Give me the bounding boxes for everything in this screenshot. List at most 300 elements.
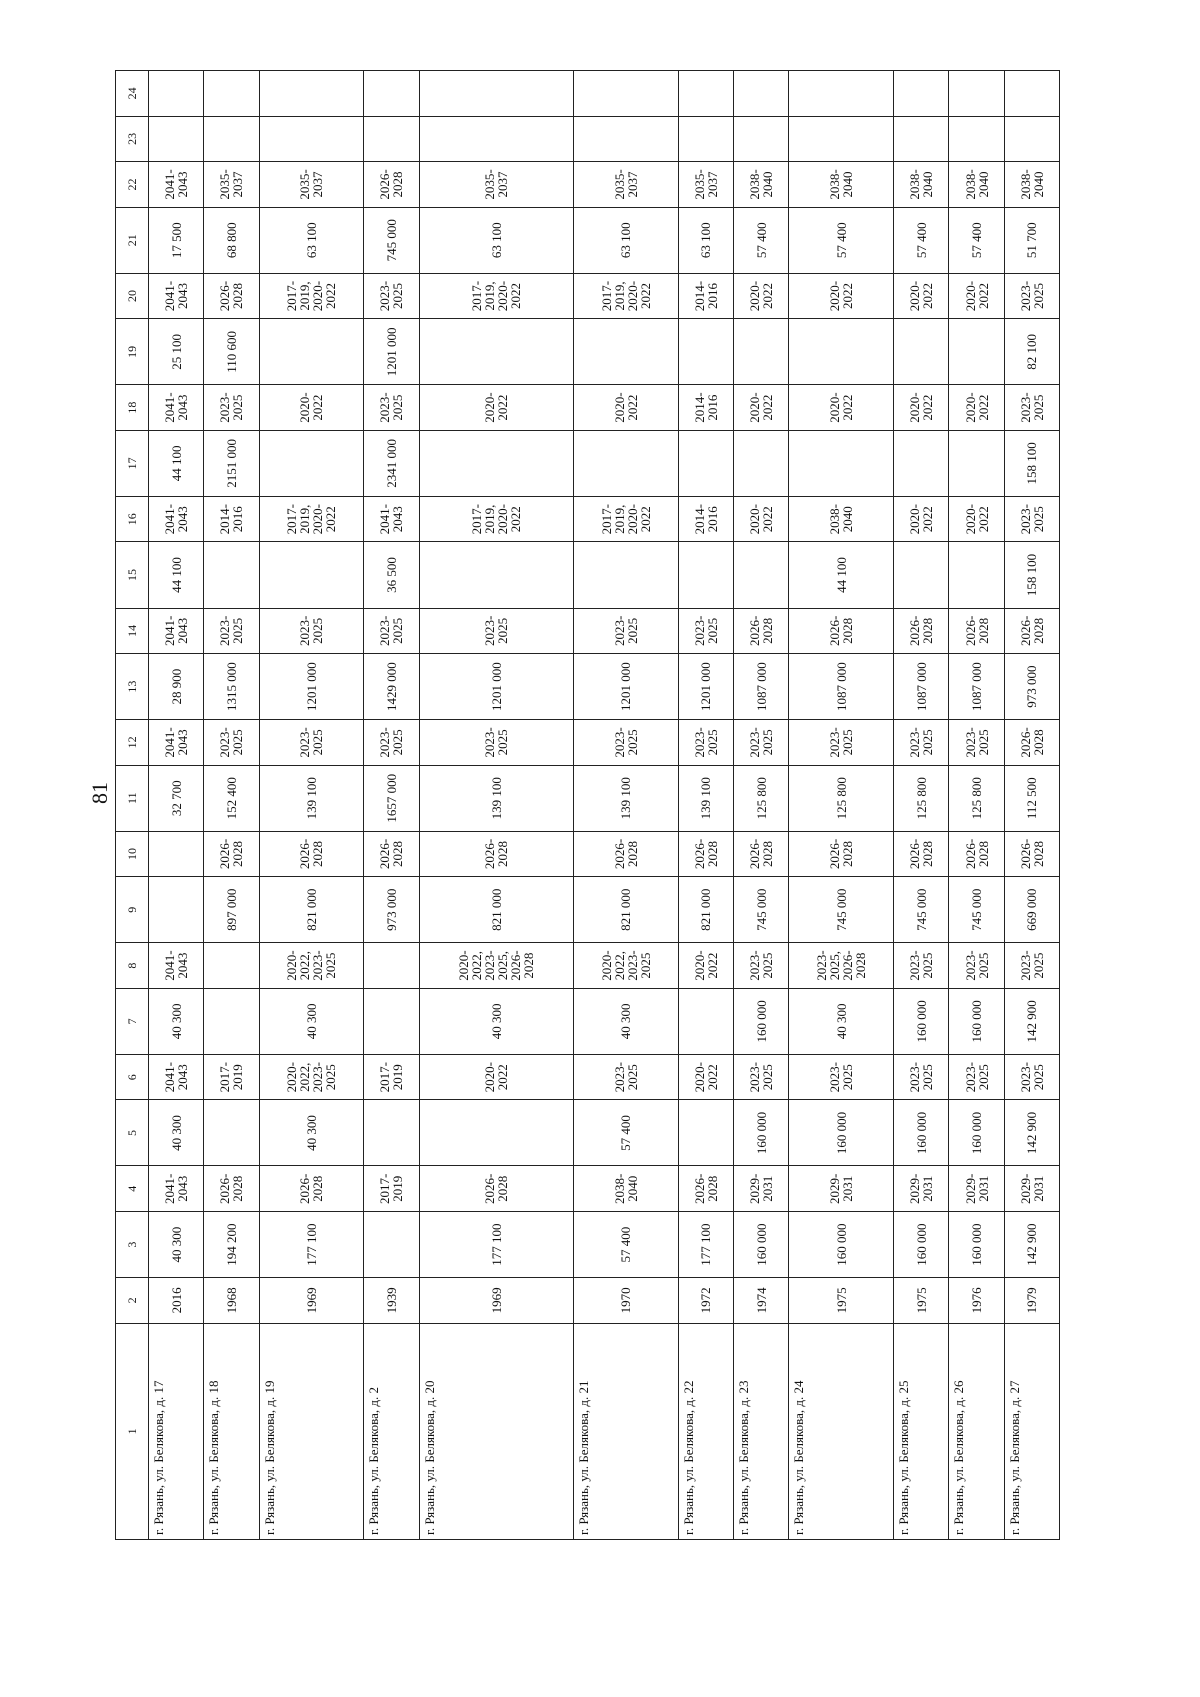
address-cell: г. Рязань, ул. Белякова, д. 2 — [364, 1323, 419, 1539]
table-cell: 745 000 — [949, 877, 1004, 943]
table-cell: 28 900 — [149, 654, 204, 720]
table-cell: 2023- 2025 — [734, 720, 789, 766]
table-cell: 2023- 2025 — [573, 720, 678, 766]
table-cell: 125 800 — [789, 765, 894, 831]
table-cell — [734, 71, 789, 117]
table-cell — [419, 1100, 573, 1166]
table-cell: 2014- 2016 — [678, 496, 733, 542]
table-cell: 2341 000 — [364, 430, 419, 496]
table-cell: 160 000 — [949, 1100, 1004, 1166]
table-cell: 152 400 — [204, 765, 259, 831]
table-row — [149, 71, 204, 1540]
table-cell: 160 000 — [894, 1100, 949, 1166]
table-cell: 68 800 — [204, 207, 259, 273]
table-cell — [894, 542, 949, 608]
table-cell: 2020- 2022 — [734, 273, 789, 319]
table-cell — [734, 116, 789, 162]
table-cell: 2014- 2016 — [678, 385, 733, 431]
table-cell — [894, 430, 949, 496]
table-cell: 2020- 2022 — [894, 496, 949, 542]
column-header: 22 — [116, 162, 149, 208]
table-cell: 1657 000 — [364, 765, 419, 831]
table-cell: 1201 000 — [573, 654, 678, 720]
table-cell: 2017- 2019, 2020- 2022 — [419, 273, 573, 319]
table-cell — [949, 542, 1004, 608]
table-cell: 2029- 2031 — [949, 1166, 1004, 1212]
table-cell: 1975 — [789, 1278, 894, 1324]
table-cell: 44 100 — [789, 542, 894, 608]
table-cell: 821 000 — [678, 877, 733, 943]
table-cell: 1315 000 — [204, 654, 259, 720]
table-cell: 2023- 2025 — [678, 608, 733, 654]
column-header: 14 — [116, 608, 149, 654]
table-cell: 1087 000 — [789, 654, 894, 720]
table-cell — [149, 831, 204, 877]
table-cell — [789, 116, 894, 162]
table-cell: 1974 — [734, 1278, 789, 1324]
table-cell: 177 100 — [678, 1212, 733, 1278]
table-cell: 2017- 2019, 2020- 2022 — [419, 496, 573, 542]
table-cell: 142 900 — [1004, 1100, 1059, 1166]
column-header: 11 — [116, 765, 149, 831]
table-cell: 2023- 2025 — [1004, 273, 1059, 319]
table-cell: 2041- 2043 — [149, 385, 204, 431]
table-cell — [149, 116, 204, 162]
table-cell: 2014- 2016 — [204, 496, 259, 542]
table-cell: 125 800 — [894, 765, 949, 831]
table-cell: 2020- 2022 — [734, 496, 789, 542]
table-cell — [573, 430, 678, 496]
table-cell: 2020- 2022 — [949, 273, 1004, 319]
table-row — [894, 71, 949, 1540]
table-cell: 2038- 2040 — [949, 162, 1004, 208]
table-cell: 2041- 2043 — [149, 720, 204, 766]
table-cell: 1201 000 — [259, 654, 364, 720]
table-cell: 63 100 — [573, 207, 678, 273]
table-row — [678, 71, 733, 1540]
table-cell: 57 400 — [734, 207, 789, 273]
table-cell: 2023- 2025 — [678, 720, 733, 766]
table-cell: 1939 — [364, 1278, 419, 1324]
table-cell: 821 000 — [419, 877, 573, 943]
table-cell — [259, 71, 364, 117]
table-cell — [204, 943, 259, 989]
table-cell — [573, 71, 678, 117]
table-cell: 2035- 2037 — [419, 162, 573, 208]
table-row — [949, 71, 1004, 1540]
table-cell — [419, 430, 573, 496]
table-cell: 194 200 — [204, 1212, 259, 1278]
column-header: 19 — [116, 319, 149, 385]
table-cell: 2026- 2028 — [734, 831, 789, 877]
table-cell — [678, 988, 733, 1054]
table-cell: 110 600 — [204, 319, 259, 385]
table-cell: 2041- 2043 — [149, 496, 204, 542]
table-cell: 2020- 2022 — [789, 273, 894, 319]
table-cell: 1975 — [894, 1278, 949, 1324]
table-cell: 40 300 — [419, 988, 573, 1054]
table-cell: 2026- 2028 — [259, 1166, 364, 1212]
table-cell: 2029- 2031 — [734, 1166, 789, 1212]
table-cell: 2023- 2025 — [949, 943, 1004, 989]
column-header: 23 — [116, 116, 149, 162]
table-cell — [149, 877, 204, 943]
table-cell: 1969 — [419, 1278, 573, 1324]
table-cell: 160 000 — [734, 1212, 789, 1278]
table-cell — [1004, 116, 1059, 162]
column-header: 20 — [116, 273, 149, 319]
header-row — [116, 71, 149, 1540]
table-frame — [115, 70, 1060, 1540]
table-cell: 57 400 — [573, 1212, 678, 1278]
column-header: 2 — [116, 1278, 149, 1324]
table-cell: 2035- 2037 — [573, 162, 678, 208]
table-cell: 2038- 2040 — [573, 1166, 678, 1212]
table-cell — [734, 319, 789, 385]
table-cell: 2020- 2022 — [894, 273, 949, 319]
table-row — [204, 71, 259, 1540]
table-cell: 125 800 — [734, 765, 789, 831]
table-cell: 2023- 2025 — [573, 608, 678, 654]
table-cell: 57 400 — [573, 1100, 678, 1166]
table-cell — [204, 116, 259, 162]
data-table — [115, 70, 1060, 1540]
table-cell: 2020- 2022 — [259, 385, 364, 431]
table-cell: 63 100 — [678, 207, 733, 273]
table-cell: 1979 — [1004, 1278, 1059, 1324]
table-cell: 2023- 2025 — [364, 720, 419, 766]
table-cell: 2026- 2028 — [789, 831, 894, 877]
table-cell: 160 000 — [894, 1212, 949, 1278]
table-cell: 25 100 — [149, 319, 204, 385]
table-cell: 2041- 2043 — [149, 943, 204, 989]
table-row — [364, 71, 419, 1540]
table-cell: 44 100 — [149, 430, 204, 496]
table-cell: 2026- 2028 — [204, 831, 259, 877]
table-cell — [678, 542, 733, 608]
table-cell: 63 100 — [419, 207, 573, 273]
table-cell — [678, 319, 733, 385]
table-cell: 2016 — [149, 1278, 204, 1324]
table-cell: 2026- 2028 — [364, 162, 419, 208]
table-cell: 44 100 — [149, 542, 204, 608]
table-cell: 36 500 — [364, 542, 419, 608]
table-cell — [259, 542, 364, 608]
table-cell — [364, 988, 419, 1054]
table-cell: 32 700 — [149, 765, 204, 831]
table-row — [419, 71, 573, 1540]
table-cell: 2038- 2040 — [789, 162, 894, 208]
table-cell: 2151 000 — [204, 430, 259, 496]
table-cell: 2023- 2025 — [204, 608, 259, 654]
table-cell: 2041- 2043 — [149, 608, 204, 654]
table-cell — [894, 319, 949, 385]
table-cell: 2029- 2031 — [1004, 1166, 1059, 1212]
table-cell: 2020- 2022, 2023- 2025 — [259, 1054, 364, 1100]
table-cell: 2026- 2028 — [949, 831, 1004, 877]
table-cell — [259, 116, 364, 162]
table-cell — [204, 542, 259, 608]
table-cell — [949, 116, 1004, 162]
column-header: 24 — [116, 71, 149, 117]
table-cell: 2023- 2025 — [789, 720, 894, 766]
table-cell: 2026- 2028 — [419, 831, 573, 877]
table-cell — [364, 943, 419, 989]
table-cell: 1968 — [204, 1278, 259, 1324]
table-cell: 160 000 — [789, 1212, 894, 1278]
address-cell: г. Рязань, ул. Белякова, д. 22 — [678, 1323, 733, 1539]
table-cell: 2023- 2025 — [1004, 385, 1059, 431]
table-cell: 1969 — [259, 1278, 364, 1324]
table-cell: 2023- 2025 — [204, 720, 259, 766]
table-cell: 40 300 — [259, 1100, 364, 1166]
table-cell: 2020- 2022 — [678, 1054, 733, 1100]
table-cell: 2023- 2025 — [364, 385, 419, 431]
table-cell: 2035- 2037 — [678, 162, 733, 208]
table-cell: 2029- 2031 — [894, 1166, 949, 1212]
table-cell: 2023- 2025 — [1004, 943, 1059, 989]
table-cell: 40 300 — [789, 988, 894, 1054]
table-cell: 160 000 — [734, 1100, 789, 1166]
table-cell: 2017- 2019, 2020- 2022 — [573, 496, 678, 542]
table-cell: 160 000 — [894, 988, 949, 1054]
address-cell: г. Рязань, ул. Белякова, д. 27 — [1004, 1323, 1059, 1539]
table-cell: 2041- 2043 — [149, 162, 204, 208]
table-cell: 2023- 2025 — [949, 720, 1004, 766]
table-cell: 2041- 2043 — [149, 1166, 204, 1212]
column-header: 8 — [116, 943, 149, 989]
table-cell: 40 300 — [149, 1100, 204, 1166]
table-cell: 1970 — [573, 1278, 678, 1324]
column-header: 15 — [116, 542, 149, 608]
table-cell: 2026- 2028 — [678, 1166, 733, 1212]
table-cell: 2026- 2028 — [678, 831, 733, 877]
table-cell: 1087 000 — [949, 654, 1004, 720]
table-cell: 2038- 2040 — [1004, 162, 1059, 208]
table-cell: 158 100 — [1004, 430, 1059, 496]
table-cell — [149, 71, 204, 117]
table-cell: 2023- 2025 — [1004, 496, 1059, 542]
table-cell: 2026- 2028 — [1004, 831, 1059, 877]
table-cell: 17 500 — [149, 207, 204, 273]
table-cell: 82 100 — [1004, 319, 1059, 385]
table-cell — [204, 71, 259, 117]
column-header: 4 — [116, 1166, 149, 1212]
table-cell: 2023- 2025 — [259, 608, 364, 654]
address-cell: г. Рязань, ул. Белякова, д. 25 — [894, 1323, 949, 1539]
table-cell — [419, 542, 573, 608]
table-cell: 2017- 2019 — [204, 1054, 259, 1100]
table-cell: 2017- 2019, 2020- 2022 — [259, 496, 364, 542]
table-cell: 2023- 2025 — [949, 1054, 1004, 1100]
table-cell — [364, 71, 419, 117]
table-cell: 139 100 — [419, 765, 573, 831]
table-cell — [259, 319, 364, 385]
table-cell: 2020- 2022 — [789, 385, 894, 431]
table-cell — [949, 71, 1004, 117]
table-cell: 51 700 — [1004, 207, 1059, 273]
table-cell — [419, 116, 573, 162]
page-number: 81 — [87, 782, 112, 804]
table-cell: 112 500 — [1004, 765, 1059, 831]
table-cell: 1976 — [949, 1278, 1004, 1324]
table-cell — [573, 542, 678, 608]
table-cell: 2020- 2022, 2023- 2025, 2026- 2028 — [419, 943, 573, 989]
table-row — [789, 71, 894, 1540]
table-cell — [894, 116, 949, 162]
table-cell: 142 900 — [1004, 1212, 1059, 1278]
table-cell: 2020- 2022 — [419, 385, 573, 431]
table-cell: 1087 000 — [894, 654, 949, 720]
table-cell: 2017- 2019 — [364, 1166, 419, 1212]
table-cell: 2020- 2022 — [949, 496, 1004, 542]
table-cell: 139 100 — [259, 765, 364, 831]
table-cell — [573, 319, 678, 385]
table-cell — [949, 430, 1004, 496]
table-cell: 2029- 2031 — [789, 1166, 894, 1212]
table-cell: 57 400 — [789, 207, 894, 273]
table-cell: 177 100 — [259, 1212, 364, 1278]
table-cell — [949, 319, 1004, 385]
table-cell — [204, 988, 259, 1054]
table-cell: 745 000 — [364, 207, 419, 273]
table-row — [259, 71, 364, 1540]
table-cell: 2026- 2028 — [419, 1166, 573, 1212]
table-cell: 177 100 — [419, 1212, 573, 1278]
table-cell: 2026- 2028 — [734, 608, 789, 654]
table-cell: 160 000 — [949, 1212, 1004, 1278]
column-header: 16 — [116, 496, 149, 542]
table-cell: 2020- 2022 — [894, 385, 949, 431]
column-header: 13 — [116, 654, 149, 720]
table-cell: 40 300 — [259, 988, 364, 1054]
table-cell: 40 300 — [149, 988, 204, 1054]
table-cell: 2017- 2019, 2020- 2022 — [573, 273, 678, 319]
table-cell — [678, 1100, 733, 1166]
table-cell: 1087 000 — [734, 654, 789, 720]
table-cell: 40 300 — [149, 1212, 204, 1278]
table-cell — [259, 430, 364, 496]
table-cell: 2023- 2025 — [1004, 1054, 1059, 1100]
table-cell: 2020- 2022 — [678, 943, 733, 989]
table-cell — [789, 430, 894, 496]
address-cell: г. Рязань, ул. Белякова, д. 23 — [734, 1323, 789, 1539]
column-header: 3 — [116, 1212, 149, 1278]
table-cell: 973 000 — [364, 877, 419, 943]
table-cell — [734, 430, 789, 496]
column-header: 9 — [116, 877, 149, 943]
table-cell: 142 900 — [1004, 988, 1059, 1054]
table-cell: 139 100 — [678, 765, 733, 831]
table-cell: 158 100 — [1004, 542, 1059, 608]
table-cell: 821 000 — [573, 877, 678, 943]
table-cell: 2017- 2019 — [364, 1054, 419, 1100]
table-cell: 2035- 2037 — [259, 162, 364, 208]
table-cell: 2023- 2025 — [419, 608, 573, 654]
table-cell: 669 000 — [1004, 877, 1059, 943]
table-cell: 2020- 2022, 2023- 2025 — [259, 943, 364, 989]
table-cell: 2041- 2043 — [149, 1054, 204, 1100]
table-cell — [419, 319, 573, 385]
table-cell: 2026- 2028 — [1004, 608, 1059, 654]
table-cell: 2023- 2025 — [204, 385, 259, 431]
table-row — [734, 71, 789, 1540]
table-cell: 2038- 2040 — [894, 162, 949, 208]
table-cell — [1004, 71, 1059, 117]
table-cell: 1201 000 — [678, 654, 733, 720]
table-cell: 2023- 2025 — [894, 720, 949, 766]
table-cell: 63 100 — [259, 207, 364, 273]
column-header: 5 — [116, 1100, 149, 1166]
table-cell: 821 000 — [259, 877, 364, 943]
table-cell: 1972 — [678, 1278, 733, 1324]
table-cell: 2023- 2025 — [364, 608, 419, 654]
column-header: 21 — [116, 207, 149, 273]
address-cell: г. Рязань, ул. Белякова, д. 19 — [259, 1323, 364, 1539]
address-cell: г. Рязань, ул. Белякова, д. 17 — [149, 1323, 204, 1539]
table-cell — [734, 542, 789, 608]
table-cell: 1201 000 — [419, 654, 573, 720]
table-cell — [364, 1212, 419, 1278]
column-header: 17 — [116, 430, 149, 496]
table-cell: 2023- 2025 — [789, 1054, 894, 1100]
table-cell: 2023- 2025 — [259, 720, 364, 766]
column-header: 6 — [116, 1054, 149, 1100]
table-cell — [789, 319, 894, 385]
table-cell — [789, 71, 894, 117]
table-cell: 1429 000 — [364, 654, 419, 720]
table-cell: 2026- 2028 — [894, 608, 949, 654]
table-cell: 745 000 — [789, 877, 894, 943]
table-cell: 57 400 — [949, 207, 1004, 273]
table-cell: 2026- 2028 — [1004, 720, 1059, 766]
table-cell: 40 300 — [573, 988, 678, 1054]
table-cell: 2026- 2028 — [894, 831, 949, 877]
table-row — [573, 71, 678, 1540]
table-cell — [364, 1100, 419, 1166]
table-cell: 2026- 2028 — [204, 273, 259, 319]
table-cell: 2023- 2025, 2026- 2028 — [789, 943, 894, 989]
table-cell: 2023- 2025 — [364, 273, 419, 319]
table-cell: 1201 000 — [364, 319, 419, 385]
table-cell: 2026- 2028 — [573, 831, 678, 877]
table-cell: 2038- 2040 — [734, 162, 789, 208]
table-cell — [364, 116, 419, 162]
table-cell: 57 400 — [894, 207, 949, 273]
table-cell: 2020- 2022 — [949, 385, 1004, 431]
table-cell: 2020- 2022 — [734, 385, 789, 431]
table-cell: 2035- 2037 — [204, 162, 259, 208]
table-cell: 897 000 — [204, 877, 259, 943]
address-cell: г. Рязань, ул. Белякова, д. 20 — [419, 1323, 573, 1539]
table-cell — [573, 116, 678, 162]
table-cell: 2038- 2040 — [789, 496, 894, 542]
table-cell: 2020- 2022, 2023- 2025 — [573, 943, 678, 989]
table-cell: 2020- 2022 — [419, 1054, 573, 1100]
table-cell: 2026- 2028 — [364, 831, 419, 877]
table-cell: 2026- 2028 — [949, 608, 1004, 654]
column-header: 7 — [116, 988, 149, 1054]
column-header: 18 — [116, 385, 149, 431]
table-cell — [678, 71, 733, 117]
table-cell: 2023- 2025 — [573, 1054, 678, 1100]
table-cell: 139 100 — [573, 765, 678, 831]
table-cell: 2023- 2025 — [894, 1054, 949, 1100]
address-cell: г. Рязань, ул. Белякова, д. 26 — [949, 1323, 1004, 1539]
column-header: 10 — [116, 831, 149, 877]
table-cell: 973 000 — [1004, 654, 1059, 720]
rotated-table-wrapper — [115, 70, 1060, 1540]
